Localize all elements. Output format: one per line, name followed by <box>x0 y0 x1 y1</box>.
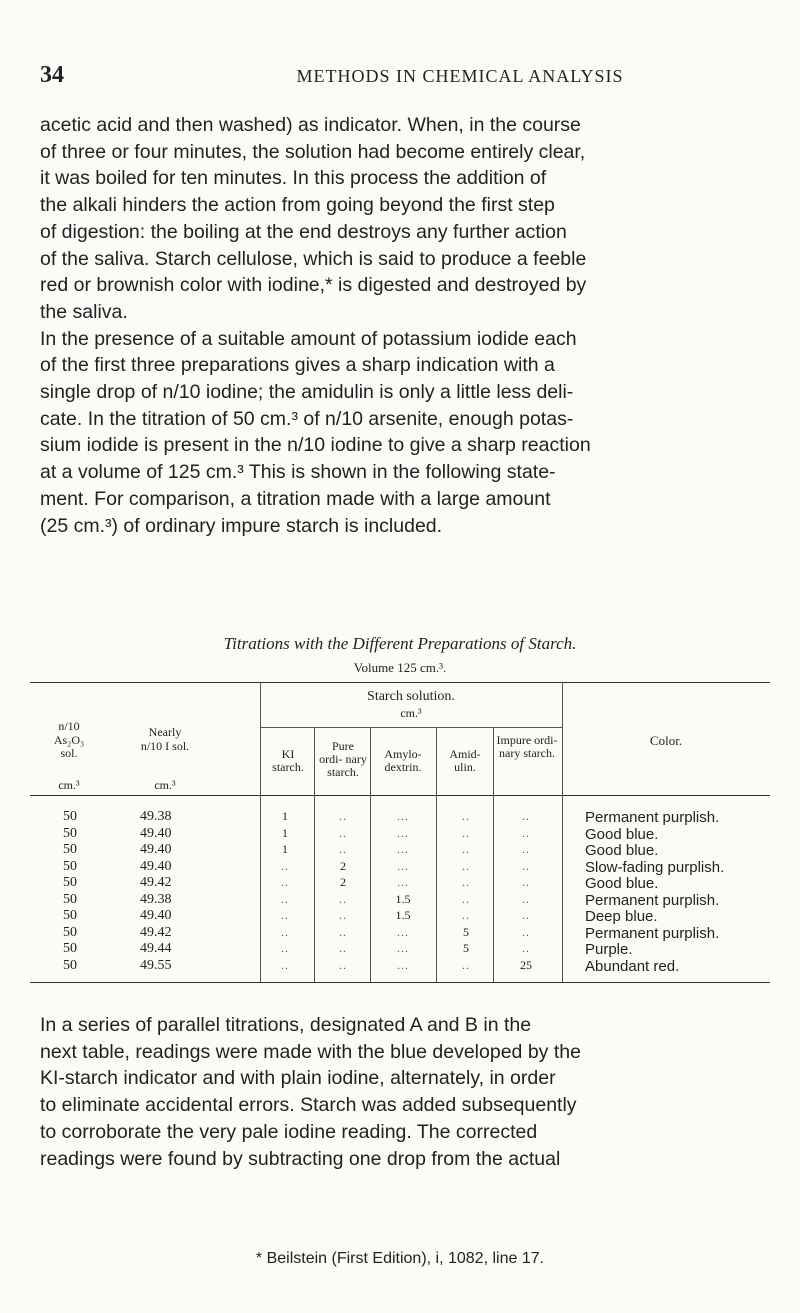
cell-as: 50 <box>63 924 77 940</box>
cell-pure: .. <box>339 941 347 955</box>
cell-ki: .. <box>281 957 289 972</box>
table-row <box>30 908 770 924</box>
cell-impure: .. <box>522 908 530 922</box>
cell-amylo: ... <box>397 825 409 840</box>
text-line: of the saliva. Starch cellulose, which is said to produce a feeble <box>40 247 587 270</box>
table-row <box>30 826 770 842</box>
cell-amylo: ... <box>397 924 409 939</box>
table-row <box>30 809 770 825</box>
cell-amid: .. <box>462 891 470 906</box>
cell-pure: .. <box>339 842 347 856</box>
cell-ni: 49.40 <box>140 908 172 923</box>
cell-amid: .. <box>462 842 470 856</box>
cell-amid: .. <box>462 809 470 823</box>
paragraph-1 <box>40 112 760 539</box>
cell-color: Abundant red. <box>585 957 680 975</box>
cell-pure: .. <box>339 924 347 939</box>
cell-ni: 49.40 <box>140 858 172 874</box>
header-as-mid: As₂O₃ <box>53 733 85 747</box>
cell-impure: .. <box>522 924 530 939</box>
text-line: next table, readings were made with the blue developed by the <box>40 1040 581 1063</box>
cell-impure: .. <box>522 875 530 889</box>
footnote: * Beilstein (First Edition), i, 1082, line 17. <box>255 1250 545 1267</box>
text-line: the saliva. <box>40 300 128 323</box>
header-ki: KI starch. <box>272 747 304 774</box>
cell-ki: .. <box>281 875 289 889</box>
cell-impure: .. <box>522 891 530 906</box>
text-line: to eliminate accidental errors. Starch was added subsequently <box>40 1094 577 1117</box>
page-header <box>40 62 760 94</box>
cell-ki: .. <box>281 858 289 873</box>
cell-amylo: 1.5 <box>395 891 411 906</box>
table-header-rule <box>30 795 770 796</box>
table-subcaption: Volume 125 cm.³. <box>353 660 447 675</box>
cell-amid: .. <box>462 858 470 873</box>
table-bottom-rule <box>30 982 770 983</box>
table-top-rule <box>30 682 770 683</box>
header-impure: Impure ordi- nary starch. <box>496 733 558 760</box>
cell-ki: .. <box>281 941 289 955</box>
cell-amylo: ... <box>397 809 409 823</box>
table-row <box>30 925 770 941</box>
table-row <box>30 941 770 957</box>
cell-color: Slow-fading purplish. <box>585 858 725 876</box>
cell-impure: .. <box>522 858 530 873</box>
cell-ki: 1 <box>282 842 288 856</box>
cell-as: 50 <box>63 875 77 890</box>
cell-ni: 49.55 <box>140 957 172 973</box>
starch-group-rule <box>260 727 562 728</box>
text-line: cate. In the titration of 50 cm.³ of n/10 arsenite, enough potas- <box>40 407 574 430</box>
text-line: (25 cm.³) of ordinary impure starch is included. <box>40 514 443 537</box>
header-color: Color. <box>649 733 683 748</box>
text-line: the alkali hinders the action from going beyond the first step <box>40 194 555 217</box>
cell-amid: .. <box>462 908 470 922</box>
header-ni-mid: n/10 I sol. <box>140 739 190 753</box>
cell-ki: .. <box>281 908 289 922</box>
cell-amid: .. <box>462 875 470 889</box>
cell-color: Good blue. <box>585 825 659 843</box>
cell-color: Permanent purplish. <box>585 924 720 942</box>
cell-as: 50 <box>63 908 77 923</box>
header-pure: Pure ordi- nary starch. <box>319 739 367 779</box>
cell-amylo: 1.5 <box>395 908 411 922</box>
cell-ki: 1 <box>282 825 288 840</box>
cell-amylo: ... <box>397 842 409 856</box>
text-line: readings were found by subtracting one drop from the actual <box>40 1147 561 1170</box>
text-line: to corroborate the very pale iodine reading. The corrected <box>40 1120 538 1143</box>
header-starch-group: Starch solution. <box>367 689 455 704</box>
cell-ni: 49.44 <box>140 941 172 956</box>
header-ni-unit: cm.³ <box>154 778 176 792</box>
cell-pure: .. <box>339 809 347 823</box>
cell-impure: .. <box>522 941 530 955</box>
table-row <box>30 859 770 875</box>
text-line: ment. For comparison, a titration made with a large amount <box>40 487 551 510</box>
cell-color: Good blue. <box>585 875 659 892</box>
text-line: of three or four minutes, the solution had become entirely clear, <box>40 140 586 163</box>
cell-ki: .. <box>281 924 289 939</box>
text-line: In a series of parallel titrations, designated A and B in the <box>40 1014 532 1036</box>
cell-amylo: ... <box>397 875 409 889</box>
cell-ki: 1 <box>282 809 288 823</box>
cell-color: Permanent purplish. <box>585 891 720 909</box>
text-line: of the first three preparations gives a sharp indication with a <box>40 354 555 377</box>
running-head: METHODS IN CHEMICAL ANALYSIS <box>296 66 624 86</box>
cell-color: Deep blue. <box>585 908 658 925</box>
text-line: red or brownish color with iodine,* is digested and destroyed by <box>40 274 587 297</box>
cell-ni: 49.40 <box>140 825 172 841</box>
table-row <box>30 842 770 858</box>
text-line: KI-starch indicator and with plain iodine, alternately, in order <box>40 1067 556 1090</box>
cell-color: Good blue. <box>585 842 659 859</box>
text-line: acetic acid and then washed) as indicator. When, in the course <box>40 114 581 136</box>
cell-ki: .. <box>281 891 289 906</box>
cell-pure: 2 <box>340 858 346 873</box>
cell-color: Permanent purplish. <box>585 809 720 826</box>
cell-impure: .. <box>522 825 530 840</box>
cell-pure: .. <box>339 891 347 906</box>
cell-as: 50 <box>63 941 77 956</box>
cell-impure: 25 <box>520 957 532 972</box>
cell-as: 50 <box>63 809 77 824</box>
cell-as: 50 <box>63 842 77 857</box>
text-line: at a volume of 125 cm.³ This is shown in the following state- <box>40 461 556 484</box>
titration-table <box>30 682 770 982</box>
cell-amid: .. <box>462 957 470 972</box>
cell-pure: .. <box>339 908 347 922</box>
text-line: single drop of n/10 iodine; the amidulin is only a little less deli- <box>40 381 574 404</box>
cell-amylo: ... <box>397 858 409 873</box>
cell-color: Purple. <box>585 941 633 958</box>
cell-ni: 49.42 <box>140 924 172 940</box>
cell-impure: .. <box>522 842 530 856</box>
cell-as: 50 <box>63 858 77 874</box>
cell-amid: .. <box>462 825 470 840</box>
cell-ni: 49.38 <box>140 891 172 907</box>
cell-pure: .. <box>339 957 347 972</box>
cell-amylo: ... <box>397 957 409 972</box>
header-ni-top: Nearly <box>148 725 182 739</box>
page-number: 34 <box>40 62 64 88</box>
header-as-unit: cm.³ <box>58 778 80 792</box>
cell-as: 50 <box>63 825 77 841</box>
cell-amid: 5 <box>463 924 469 939</box>
table-caption: Titrations with the Different Preparations of Starch. <box>223 634 577 653</box>
cell-pure: 2 <box>340 875 346 889</box>
header-amylo: Amylo- dextrin. <box>384 747 422 774</box>
table-row <box>30 958 770 974</box>
text-line: sium iodide is present in the n/10 iodine to give a sharp reaction <box>40 434 591 457</box>
text-line: of digestion: the boiling at the end destroys any further action <box>40 220 567 243</box>
cell-ni: 49.40 <box>140 842 172 857</box>
cell-pure: .. <box>339 825 347 840</box>
cell-amid: 5 <box>463 941 469 955</box>
table-row <box>30 875 770 891</box>
header-as-sol: sol. <box>60 746 78 760</box>
header-amid: Amid- ulin. <box>449 747 481 774</box>
table-row <box>30 892 770 908</box>
text-line: In the presence of a suitable amount of potassium iodide each <box>40 327 577 350</box>
cell-ni: 49.38 <box>140 809 172 824</box>
cell-amylo: ... <box>397 941 409 955</box>
text-line: it was boiled for ten minutes. In this process the addition of <box>40 167 547 190</box>
paragraph-2 <box>40 1012 760 1172</box>
header-as-top: n/10 <box>58 719 80 733</box>
cell-as: 50 <box>63 957 77 973</box>
cell-ni: 49.42 <box>140 875 172 890</box>
cell-as: 50 <box>63 891 77 907</box>
header-starch-unit: cm.³ <box>400 706 422 720</box>
cell-impure: .. <box>522 809 530 823</box>
